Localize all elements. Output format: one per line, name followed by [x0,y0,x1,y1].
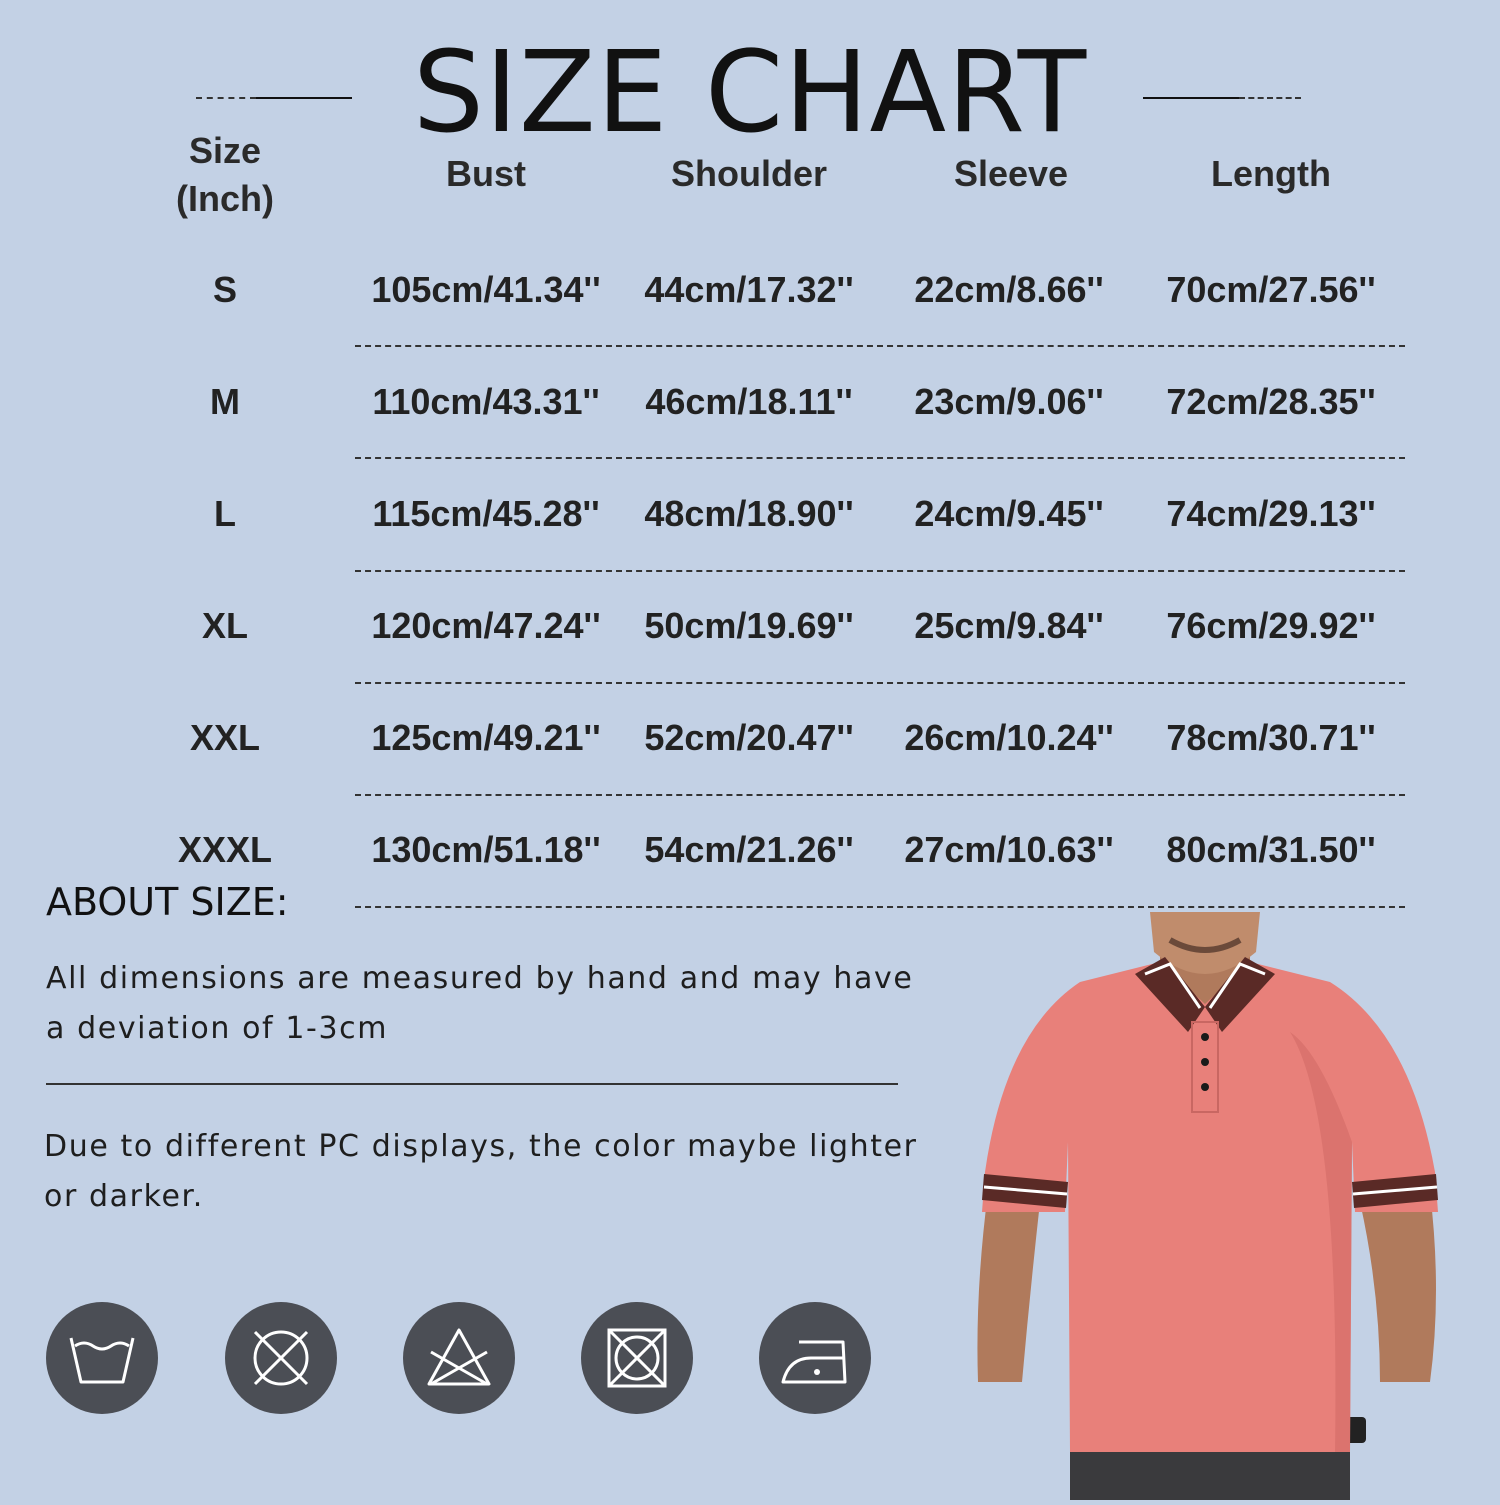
row-divider [355,794,1405,796]
header-length: Length [1211,153,1331,194]
size-cell: S [212,269,237,310]
length-cell: 74cm/29.13'' [1166,493,1376,534]
measurement-note [46,954,926,1054]
iron-low-heat-icon [759,1302,871,1414]
row-divider [355,682,1405,684]
about-size-title: ABOUT SIZE: [46,880,289,924]
length-cell: 76cm/29.92'' [1166,605,1376,646]
sleeve-cell: 25cm/9.84'' [914,605,1104,646]
size-cell: XXXL [177,829,273,870]
length-cell: 78cm/30.71'' [1166,717,1376,758]
bust-cell: 105cm/41.34'' [371,269,601,310]
length-cell: 72cm/28.35'' [1166,381,1376,422]
row-divider [355,570,1405,572]
length-cell: 70cm/27.56'' [1166,269,1376,310]
size-cell: L [214,493,236,534]
shoulder-cell: 46cm/18.11'' [645,381,853,422]
measurement-note-line-2: a deviation of 1-3cm [46,1011,389,1046]
model-jeans [1070,1452,1350,1500]
table-row [0,484,1500,544]
shoulder-cell: 54cm/21.26'' [644,829,854,870]
title-decoration-right [1143,97,1301,101]
shirt-button [1201,1083,1209,1091]
size-cell: M [210,381,240,422]
polo-shirt [982,962,1438,1452]
do-not-bleach-icon [403,1302,515,1414]
header-size-label: Size [188,130,262,171]
model-photo [960,912,1460,1500]
header-size-unit: (Inch) [176,178,274,219]
row-divider [355,457,1405,459]
model-right-arm [1360,1192,1436,1382]
length-cell: 80cm/31.50'' [1166,829,1376,870]
sleeve-cell: 22cm/8.66'' [914,269,1104,310]
table-row [0,708,1500,768]
measurement-note-line-1: All dimensions are measured by hand and may have [46,961,914,996]
row-divider [355,906,1405,908]
hand-wash-icon [46,1302,158,1414]
model-left-arm [977,1192,1040,1382]
bust-cell: 115cm/45.28'' [372,493,600,534]
section-divider [46,1083,898,1085]
table-row [0,820,1500,880]
shirt-button [1201,1058,1209,1066]
title-decoration-left [196,97,352,101]
table-row [0,260,1500,320]
table-row [0,596,1500,656]
do-not-tumble-dry-icon [581,1302,693,1414]
page-title: SIZE CHART [412,28,1088,158]
shirt-button [1201,1033,1209,1041]
bust-cell: 125cm/49.21'' [371,717,601,758]
sleeve-cell: 26cm/10.24'' [904,717,1114,758]
header-size [145,127,305,223]
color-note-line-1: Due to different PC displays, the color maybe lighter [44,1129,918,1164]
shoulder-cell: 48cm/18.90'' [644,493,854,534]
sleeve-cell: 24cm/9.45'' [914,493,1104,534]
header-bust: Bust [446,153,526,194]
color-note-line-2: or darker. [44,1179,204,1214]
color-note [44,1122,934,1222]
header-sleeve: Sleeve [953,153,1069,194]
sleeve-cell: 23cm/9.06'' [914,381,1104,422]
shoulder-cell: 50cm/19.69'' [644,605,854,646]
shoulder-cell: 52cm/20.47'' [644,717,854,758]
bust-cell: 110cm/43.31'' [372,381,600,422]
shoulder-cell: 44cm/17.32'' [644,269,854,310]
header-shoulder: Shoulder [670,153,827,194]
do-not-dry-clean-icon [225,1302,337,1414]
bust-cell: 120cm/47.24'' [371,605,601,646]
size-cell: XXL [189,717,260,758]
table-row [0,372,1500,432]
bust-cell: 130cm/51.18'' [371,829,601,870]
row-divider [355,345,1405,347]
sleeve-cell: 27cm/10.63'' [904,829,1114,870]
size-cell: XL [201,605,248,646]
